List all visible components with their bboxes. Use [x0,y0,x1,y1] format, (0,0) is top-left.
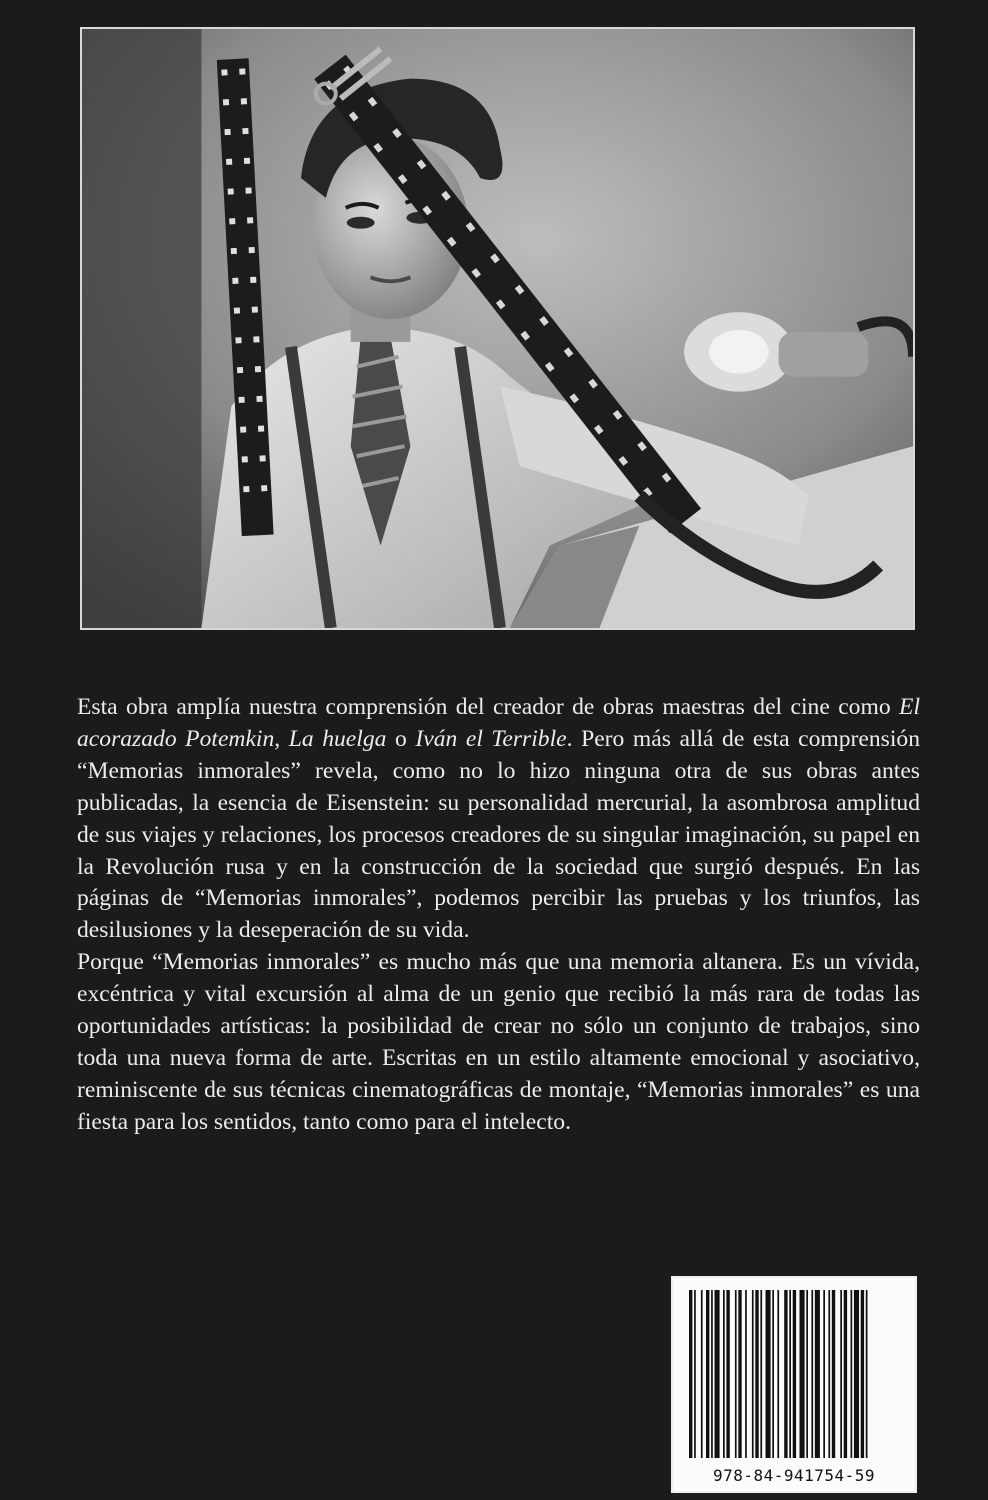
barcode-icon [687,1290,905,1460]
film-title: El acorazado Potemkin, La huelga [77,694,920,752]
cover-photo [80,27,915,630]
blurb-text-run: Esta obra amplía nuestra comprensión del creador de obras maestras del cine como [77,694,900,720]
isbn-barcode [671,1276,917,1493]
isbn-number: 978-84-941754-59 [712,1466,876,1485]
blurb-paragraph-2: Porque “Memorias inmorales” es mucho más que una memoria altanera. Es un vívida, excéntrica y vital excursión al alma de un genio que recibió la más rara de todas las oportunidades artísticas: la posibilidad de crear no sólo un conjunto de trabajos, sino toda una nueva forma de arte. Escritas en un estilo altamente emocional y asociativo, reminiscente de sus técnicas cinematográficas de montaje, “Memorias inmorales” es una fiesta para los sentidos, tanto como para el intelecto. [77,949,920,1135]
blurb-text-run: . Pero más allá de esta comprensión “Memorias inmorales” revela, como no lo hizo ninguna otra de sus obras antes publicadas, la esencia de Eisenstein: su personalidad mercurial, la asombrosa amplitud de sus viajes y relaciones, los procesos creadores de su singular imaginación, su papel en la Revolución rusa y en la construcción de la sociedad que surgió después. En las páginas de “Memorias inmorales”, podemos percibir las pruebas y los triunfos, las desilusiones y la deseperación de su vida. [77,725,921,944]
blurb-text-run: o [386,725,416,752]
film-title: Iván el Terrible [415,725,567,752]
photo-illustration [82,29,913,628]
blurb-paragraph-1 [77,692,920,947]
back-cover-blurb [77,692,920,1139]
